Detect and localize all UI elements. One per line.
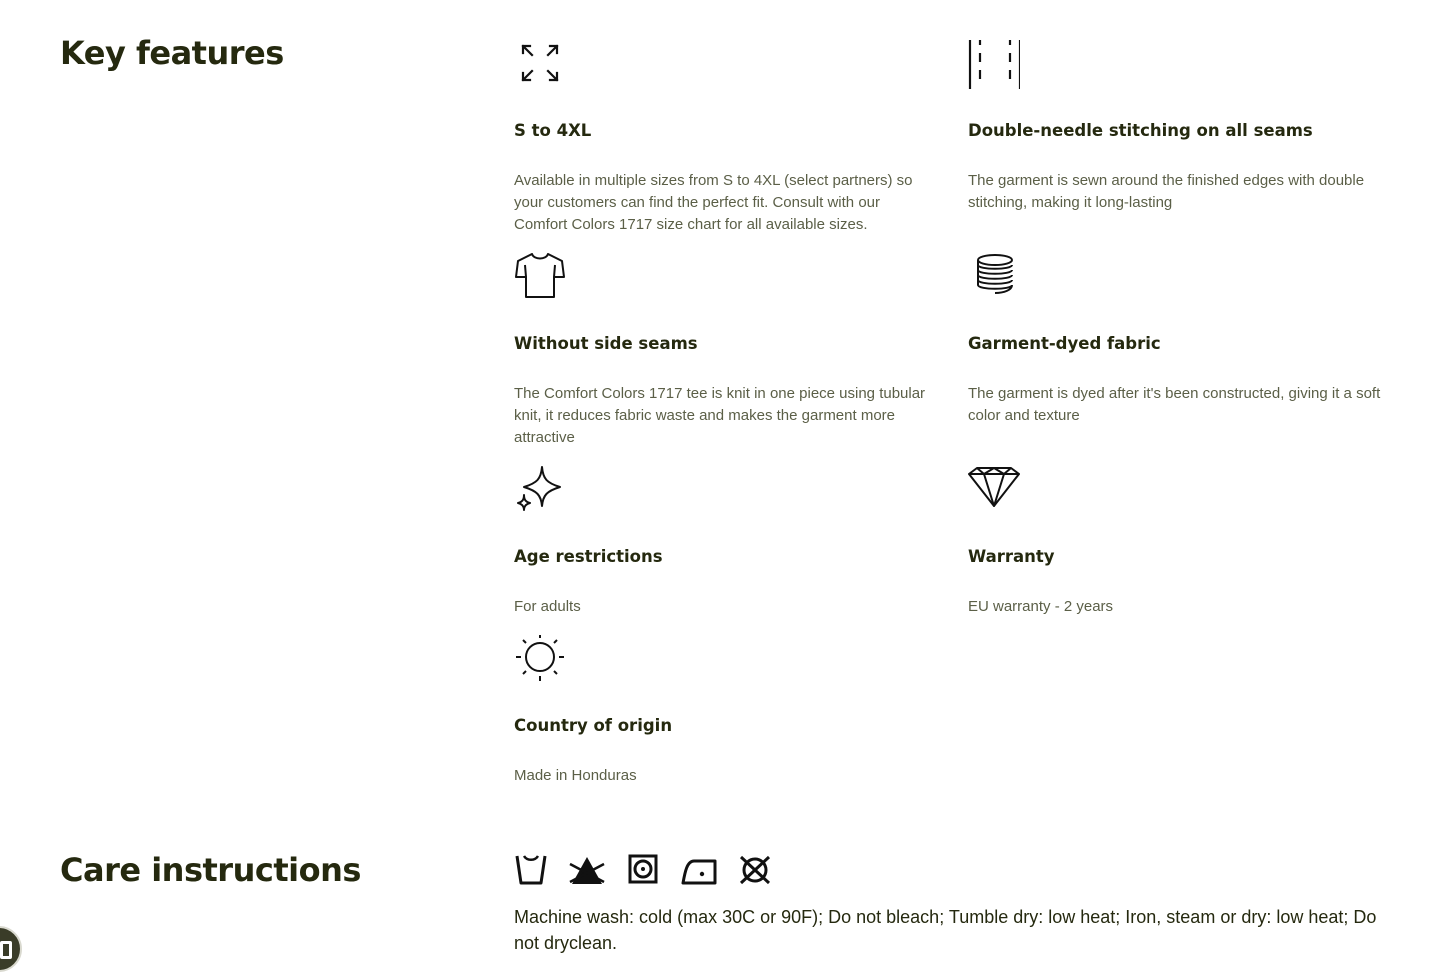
feature-garment-dyed	[968, 253, 1388, 424]
feature-description: The Comfort Colors 1717 tee is knit in one piece using tubular knit, it reduces fabric waste and makes the garment more attractive	[514, 385, 926, 446]
do-not-bleach-icon	[568, 852, 606, 888]
feature-stitching	[968, 40, 1388, 211]
machine-wash-cold-icon	[512, 852, 550, 888]
feature-description: EU warranty - 2 years	[968, 598, 1114, 615]
feature-title: Age restrictions	[514, 547, 663, 566]
feature-description: The garment is dyed after it's been constructed, giving it a soft color and texture	[968, 385, 1381, 424]
feature-description: The garment is sewn around the finished edges with double stitching, making it long-lasting	[968, 172, 1365, 211]
care-icons-row	[512, 852, 774, 888]
feature-warranty	[968, 466, 1388, 615]
feature-country-of-origin	[514, 635, 934, 784]
feature-title: Without side seams	[514, 334, 698, 353]
feature-description: For adults	[514, 598, 581, 615]
feature-description: Available in multiple sizes from S to 4XL (select partners) so your customers can find the perfect fit. Consult with our Comfort Colors 1717 size chart for all available sizes.	[514, 172, 913, 233]
stitching-icon	[968, 40, 1020, 96]
feature-title: S to 4XL	[514, 121, 592, 140]
sun-icon	[514, 635, 566, 691]
feature-sizes	[514, 40, 934, 233]
tumble-dry-low-icon	[624, 852, 662, 888]
key-features-heading: Key features	[60, 34, 284, 72]
expand-arrows-icon	[514, 40, 566, 96]
chat-icon	[0, 941, 12, 959]
feature-title: Warranty	[968, 547, 1055, 566]
feature-side-seams	[514, 253, 934, 446]
chat-widget-button[interactable]	[0, 926, 22, 972]
iron-low-icon	[680, 852, 718, 888]
care-instructions-text: Machine wash: cold (max 30C or 90F); Do not bleach; Tumble dry: low heat; Iron, steam or dry: low heat; Do not dryclean.	[514, 907, 1377, 953]
sparkle-icon	[514, 466, 566, 522]
feature-title: Country of origin	[514, 716, 673, 735]
fabric-roll-icon	[968, 253, 1020, 309]
feature-title: Double-needle stitching on all seams	[968, 121, 1313, 140]
feature-description: Made in Honduras	[514, 767, 637, 784]
diamond-icon	[968, 466, 1020, 522]
care-instructions-heading: Care instructions	[60, 851, 361, 889]
feature-title: Garment-dyed fabric	[968, 334, 1161, 353]
tshirt-icon	[514, 253, 566, 309]
feature-age-restrictions	[514, 466, 934, 615]
do-not-dryclean-icon	[736, 852, 774, 888]
